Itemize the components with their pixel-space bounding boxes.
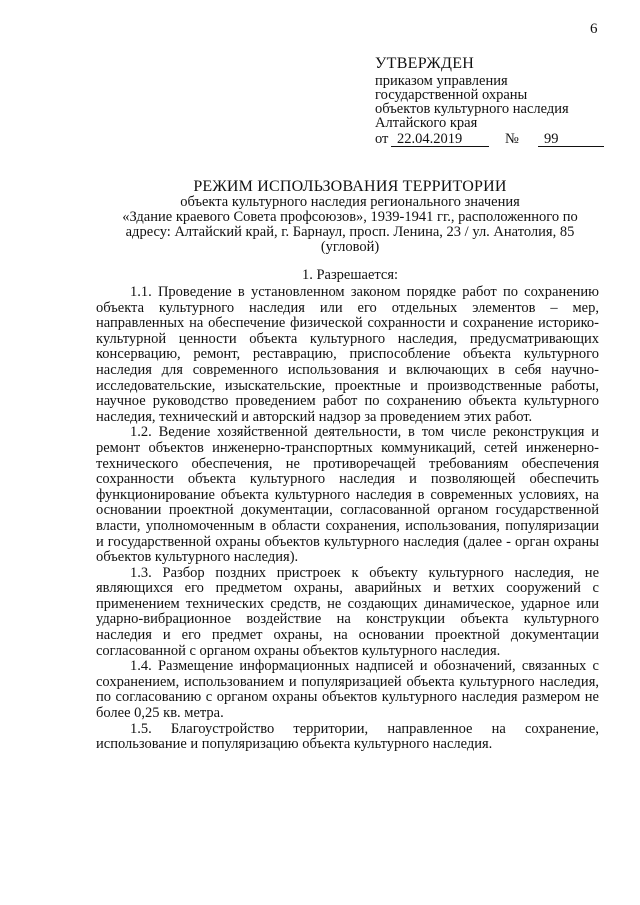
- item-1-4: 1.4. Размещение информационных надписей и обозначений, связанных с сохранением, использованием и популяризацией объекта культурного наследия, по согласованию с органом охраны объектов культурного наследия размером не более 0,25 кв. метра.: [96, 658, 599, 722]
- title-sub-line: объекта культурного наследия регионального значения: [180, 194, 520, 210]
- approval-line: Алтайского края: [375, 115, 478, 131]
- title-sub-line: адресу: Алтайский край, г. Барнаул, просп. Ленина, 23 / ул. Анатолия, 85: [125, 224, 575, 240]
- item-1-1: 1.1. Проведение в установленном законом порядке работ по сохранению объекта культурного наследия или его отдельных элементов – мер, направленных на обеспечение физической сохранности и сохранение историко-культурной ценности объекта культурного наследия, предусматривающих консервацию, ремонт, реставрацию, приспособление объекта культурного наследия для современного использования и включающих в себя научно-исследовательские, изыскательские, проектные и производственные работы, научное руководство проведением работ по сохранению объекта культурного наследия, технический и авторский надзор за проведением этих работ.: [96, 284, 599, 425]
- order-date: 22.04.2019: [391, 132, 489, 147]
- page-number: 6: [590, 21, 598, 37]
- item-1-5: 1.5. Благоустройство территории, направленное на сохранение, использование и популяризацию объекта культурного наследия.: [96, 720, 599, 753]
- title-sub-line: «Здание краевого Совета профсоюзов», 1939-1941 гг., расположенного по: [122, 209, 578, 225]
- approval-line: государственной охраны: [375, 87, 528, 103]
- title-main: РЕЖИМ ИСПОЛЬЗОВАНИЯ ТЕРРИТОРИИ: [193, 178, 507, 195]
- item-1-3: 1.3. Разбор поздних пристроек к объекту культурного наследия, не являющихся его предметом охраны, аварийных и ветхих сооружений с применением технических средств, не создающих динамическое, ударное или ударно-вибрационное воздействие на конструкции объекта культурного наследия и его предмет охраны, на основании проектной документации согласованной с органом охраны объектов культурного наследия.: [96, 564, 599, 659]
- number-prefix: №: [505, 131, 519, 147]
- document-body: [96, 285, 599, 753]
- date-prefix: от: [375, 131, 389, 147]
- approval-heading: УТВЕРЖДЕН: [375, 55, 475, 72]
- document-title: [90, 178, 610, 255]
- approval-block: [375, 56, 625, 148]
- order-number: 99: [538, 132, 604, 147]
- title-sub-line: (угловой): [320, 239, 380, 255]
- approval-line: объектов культурного наследия: [375, 101, 569, 117]
- item-1-2: 1.2. Ведение хозяйственной деятельности, в том числе реконструкция и ремонт объектов инженерно-транспортных коммуникаций, сетей инженерно-технического обеспечения, не противоречащей требованиям обеспечения сохранности объекта культурного наследия и позволяющей обеспечить функционирование объекта культурного наследия в современных условиях, на основании проектной документации, согласованной органом государственной власти, уполномоченным в области сохранения, использования, популяризации и государственной охраны объектов культурного наследия (далее - орган охраны объектов культурного наследия).: [96, 424, 599, 566]
- order-date-number-line: [375, 132, 625, 148]
- section-heading: 1. Разрешается:: [301, 267, 399, 283]
- approval-line: приказом управления: [375, 73, 508, 89]
